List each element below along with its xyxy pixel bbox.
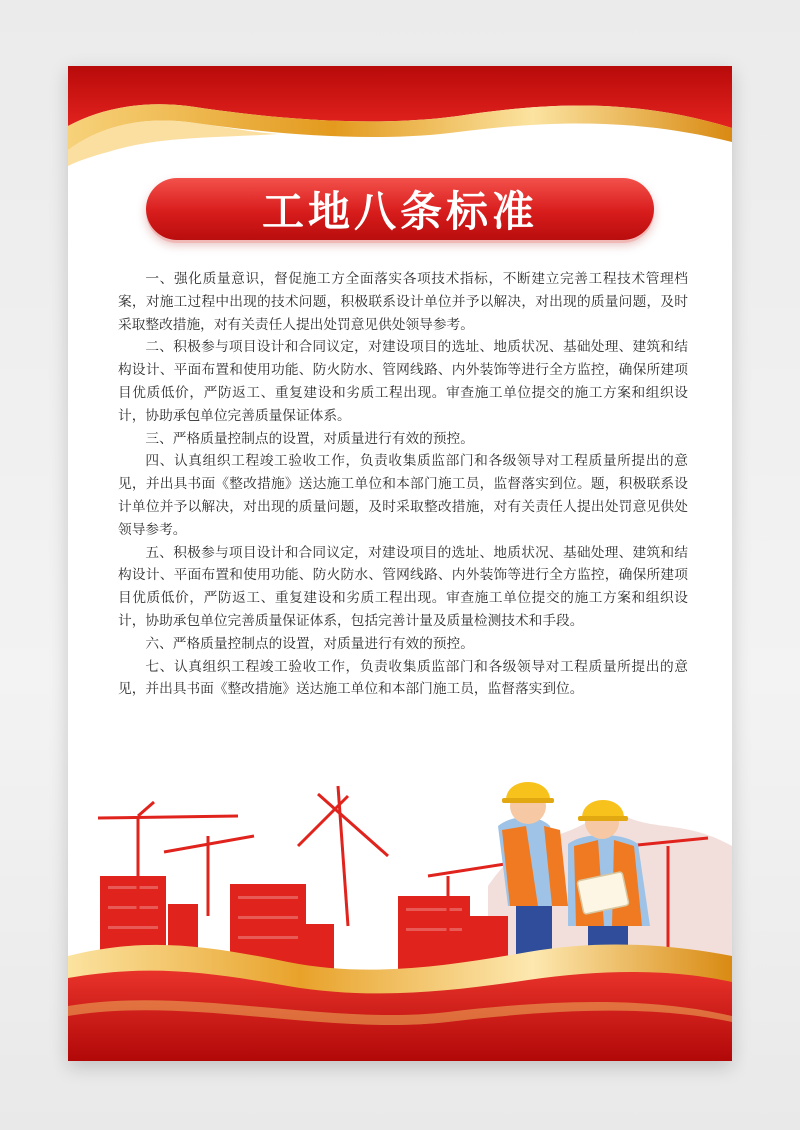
paragraph-6: 六、严格质量控制点的设置，对质量进行有效的预控。 [145,635,474,652]
paragraph-2: 二、积极参与项目设计和合同议定，对建设项目的选址、地质状况、基础处理、建筑和结构设计、平面布置和使用功能、防火防水、管网线路、内外装饰等进行全方监控，确保所建项目优质低价，严防返工、重复建设和劣质工程出现。审查施工单位提交的施工方案和组织设计，协助承包单位完善质量保证体系。 [118,339,688,424]
paragraph-7: 七、认真组织工程竣工验收工作，负责收集质监部门和各级领导对工程质量所提出的意见，并出具书面《整改措施》送达施工单位和本部门施工员，监督落实到位。 [118,658,688,698]
poster [68,66,732,1061]
top-silk-band [68,66,732,176]
paragraph-1: 一、强化质量意识，督促施工方全面落实各项技术指标，不断建立完善工程技术管理档案，对施工过程中出现的技术问题，积极联系设计单位并予以解决，对出现的质量问题，及时采取整改措施，对有关责任人提出处罚意见供处领导参考。 [118,271,688,333]
title-banner [146,178,654,240]
paragraph-5: 五、积极参与项目设计和合同议定，对建设项目的选址、地质状况、基础处理、建筑和结构设计、平面布置和使用功能、防火防水、管网线路、内外装饰等进行全方监控，确保所建项目优质低价，严防返工、重复建设和劣质工程出现。审查施工单位提交的施工方案和组织设计，协助承包单位完善质量保证体系，包括完善计量及质量检测技术和手段。 [118,544,688,629]
bottom-silk-band [68,926,732,1061]
paragraph-3: 三、严格质量控制点的设置，对质量进行有效的预控。 [145,430,474,447]
standards-text [118,268,688,701]
hard-hat-icon [506,782,550,800]
paragraph-4: 四、认真组织工程竣工验收工作，负责收集质监部门和各级领导对工程质量所提出的意见，并出具书面《整改措施》送达施工单位和本部门施工员，监督落实到位。题，积极联系设计单位并予以解决，对出现的质量问题，及时采取整改措施，对有关责任人提出处罚意见供处领导参考。 [118,453,688,538]
page-title: 工地八条标准 [261,187,538,236]
